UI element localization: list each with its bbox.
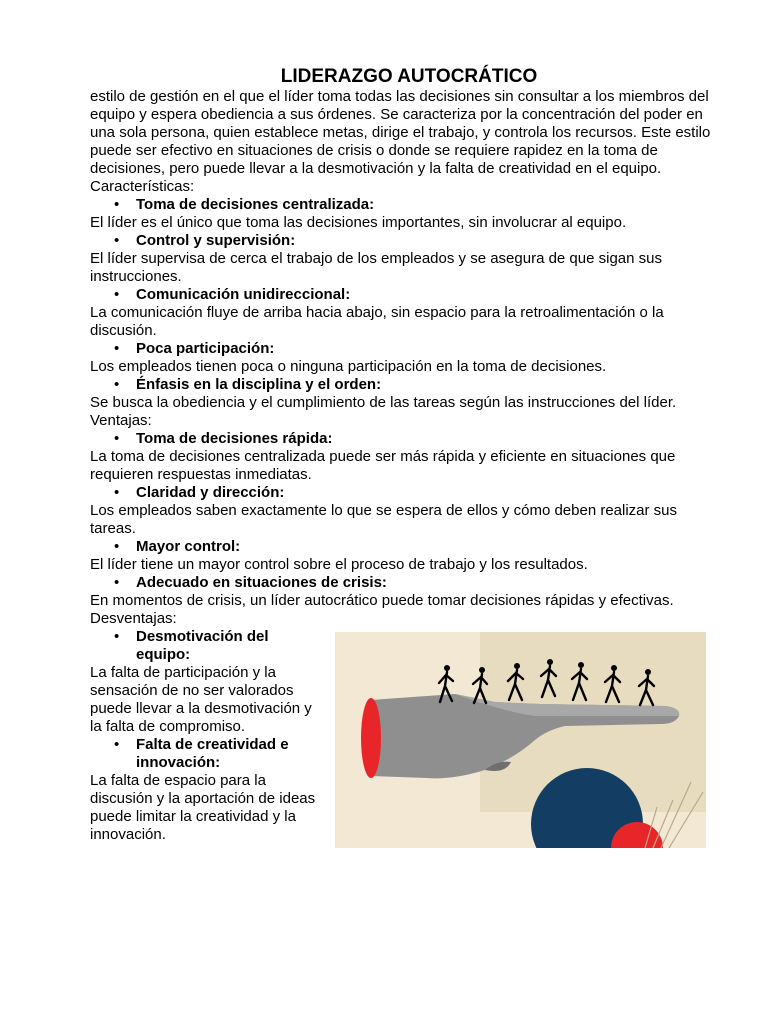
intro-paragraph: estilo de gestión en el que el líder toma todas las decisiones sin consultar a los miembros del equipo y espera obediencia a sus órdenes. Se caracteriza por la concentración del poder en una sola persona, quien establece metas, dirige el trabajo, y controla los recursos. Este estilo puede ser efectivo en situaciones de crisis o donde se requiere rapidez en la toma de decisiones, pero puede llevar a la desmotivación y la falta de creatividad en el equipo. <box>90 88 711 177</box>
bullet-text: El líder tiene un mayor control sobre el proceso de trabajo y los resultados. <box>90 556 588 573</box>
bullet-label: • Desmotivación del equipo: <box>90 628 326 664</box>
bullet-text: El líder es el único que toma las decisiones importantes, sin involucrar al equipo. <box>90 214 627 231</box>
bullet-text: La toma de decisiones centralizada puede ser más rápida y eficiente en situaciones que requieren respuestas inmediatas. <box>90 448 676 483</box>
bullet-text: La comunicación fluye de arriba hacia abajo, sin espacio para la retroalimentación o la discusión. <box>90 304 664 339</box>
bullet-label: • Poca participación: <box>90 340 720 358</box>
section-heading-caracteristicas: Características: <box>90 178 195 195</box>
bullet-text: Se busca la obediencia y el cumplimiento de las tareas según las instrucciones del líder. <box>90 394 677 411</box>
bullet-text: El líder supervisa de cerca el trabajo de los empleados y se asegura de que sigan sus instrucciones. <box>90 250 662 285</box>
bullet-text: En momentos de crisis, un líder autocrático puede tomar decisiones rápidas y efectivas. <box>90 592 674 609</box>
red-cuff <box>361 698 381 778</box>
bullet-label: • Énfasis en la disciplina y el orden: <box>90 376 720 394</box>
hand-pointing-with-walking-figures-illustration <box>335 632 706 848</box>
bullet-label: • Toma de decisiones rápida: <box>90 430 720 448</box>
bullet-text: Los empleados saben exactamente lo que se espera de ellos y cómo deben realizar sus tareas. <box>90 502 678 537</box>
page-title: LIDERAZGO AUTOCRÁTICO <box>280 66 538 87</box>
section-heading-ventajas: Ventajas: <box>90 412 152 429</box>
section-heading-desventajas: Desventajas: <box>90 610 177 627</box>
bullet-label: • Adecuado en situaciones de crisis: <box>90 574 720 592</box>
bullet-label: • Toma de decisiones centralizada: <box>90 196 720 214</box>
bullet-label: • Control y supervisión: <box>90 232 720 250</box>
illustration-svg <box>335 632 706 848</box>
bullet-label: • Claridad y dirección: <box>90 484 720 502</box>
desventajas-column <box>90 628 326 844</box>
bullet-label: • Comunicación unidireccional: <box>90 286 720 304</box>
bullet-text: La falta de participación y la sensación de no ser valorados puede llevar a la desmotivación y la falta de compromiso. <box>90 664 312 735</box>
bullet-text: Los empleados tienen poca o ninguna participación en la toma de decisiones. <box>90 358 607 375</box>
bullet-label: • Mayor control: <box>90 538 720 556</box>
bullet-label: • Falta de creatividad e innovación: <box>90 736 326 772</box>
bullet-text: La falta de espacio para la discusión y la aportación de ideas puede limitar la creatividad y la innovación. <box>90 772 316 843</box>
